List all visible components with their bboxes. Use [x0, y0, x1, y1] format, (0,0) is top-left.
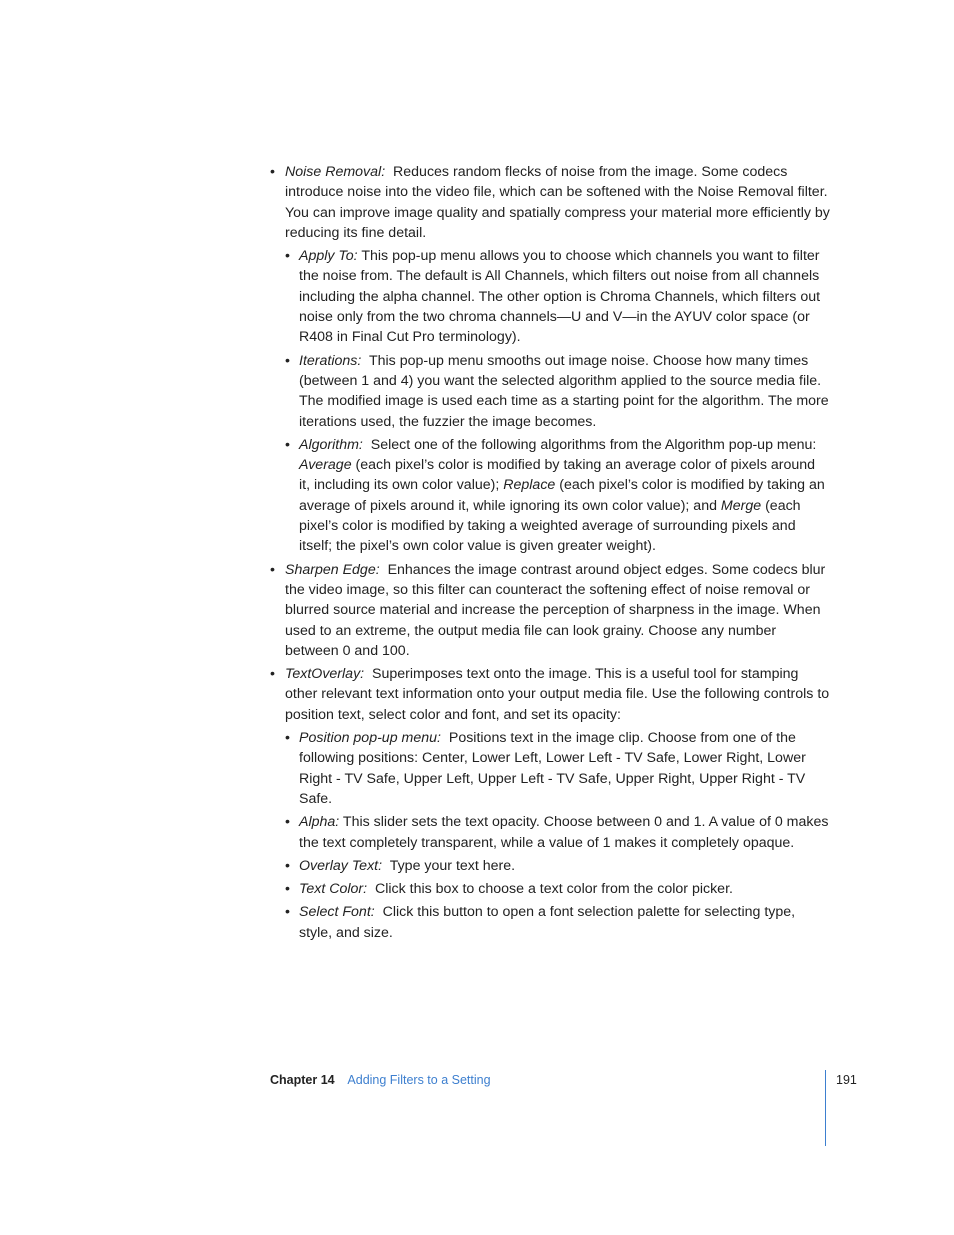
chapter-title-link[interactable]: Adding Filters to a Setting: [347, 1073, 491, 1087]
desc-position-menu: Positions text in the image clip. Choose from one of the following positions: Center, Lower Left, Lower Left - TV Safe, Lower Right, Lower Right - TV Safe, Upper Left, Upper Left - TV Safe, Upper Right, Upper Right - TV Safe.: [299, 730, 806, 807]
filter-list: [270, 162, 830, 943]
term-apply-to: Apply To:: [299, 248, 358, 265]
desc-algorithm-a: Select one of the following algorithms from the Algorithm pop-up menu:: [370, 436, 817, 453]
desc-algorithm-b: (each pixel’s color is modified by taking an average color of pixels around it, including its own color value);: [299, 457, 816, 494]
list-item-text-overlay: [270, 664, 830, 943]
list-item-iterations: [285, 351, 830, 432]
list-item-position-menu: [285, 728, 830, 809]
list-item-alpha: [285, 812, 830, 853]
bullet: •: [285, 436, 290, 453]
desc-noise-removal: Reduces random flecks of noise from the image. Some codecs introduce noise into the video file, which can be softened with the Noise Removal filter. You can improve image quality and spatially compress your material more efficiently by reducing its fine detail.: [285, 164, 830, 241]
term-iterations: Iterations:: [299, 352, 362, 369]
list-item-overlay-text: [285, 856, 830, 876]
bullet: •: [270, 666, 275, 683]
desc-overlay-text: Type your text here.: [389, 857, 516, 874]
term-noise-removal: Noise Removal:: [285, 164, 386, 180]
desc-text-color: Click this box to choose a text color from the color picker.: [374, 881, 733, 898]
bullet: •: [285, 881, 290, 898]
sublist-noise-removal: [285, 246, 830, 556]
desc-alpha: This slider sets the text opacity. Choose between 0 and 1. A value of 0 makes the text completely transparent, while a value of 1 makes it completely opaque.: [299, 814, 829, 851]
list-item-noise-removal: [270, 162, 830, 557]
footer-divider: [825, 1070, 826, 1146]
desc-text-overlay: Superimposes text onto the image. This is a useful tool for stamping other relevant text information onto your output media file. Use the following controls to position text, select color and font, and set its opacity:: [285, 666, 830, 723]
desc-apply-to: This pop-up menu allows you to choose which channels you want to filter the noise from. The default is All Channels, which filters out noise from all channels including the alpha channel. The other option is Chroma Channels, which filters out noise only from the two chroma channels—U and V—in the AYUV color space (or R408 in Final Cut Pro terminology).: [299, 248, 821, 346]
desc-algorithm-c: (each pixel’s color is modified by taking an average of pixels around it, while ignoring its own color value); and: [299, 477, 825, 514]
desc-iterations: This pop-up menu smooths out image noise. Choose how many times (between 1 and 4) you want the selected algorithm applied to the source media file. The modified image is used each time as a starting point for the algorithm. The more iterations used, the fuzzier the image becomes.: [299, 352, 829, 430]
bullet: •: [285, 352, 290, 369]
desc-algorithm-d: (each pixel’s color is modified by taking a weighted average of surrounding pixels and itself; the pixel’s own color value is given greater weight).: [299, 497, 801, 555]
term-sharpen-edge: Sharpen Edge:: [285, 561, 380, 578]
bullet: •: [285, 814, 290, 831]
bullet: •: [270, 561, 275, 578]
term-position-menu: Position pop-up menu:: [299, 730, 441, 747]
chapter-label: Chapter 14: [270, 1073, 335, 1087]
list-item-select-font: [285, 902, 830, 943]
desc-sharpen-edge: Enhances the image contrast around object edges. Some codecs blur the video image, so this filter can counteract the softening effect of noise removal or blurred source material and increase the perception of sharpness in the image. When used to an extreme, the output media file can look grainy. Choose any number between 0 and 100.: [285, 561, 826, 659]
list-item-sharpen-edge: [270, 560, 830, 661]
term-replace: Replace: [503, 477, 556, 494]
bullet: •: [285, 904, 290, 921]
term-overlay-text: Overlay Text:: [299, 857, 383, 874]
page-footer: [270, 1072, 491, 1088]
term-select-font: Select Font:: [299, 904, 375, 921]
sublist-text-overlay: [285, 728, 830, 943]
term-algorithm: Algorithm:: [299, 436, 363, 453]
page-body: [270, 162, 830, 946]
term-alpha: Alpha:: [299, 814, 340, 831]
list-item-apply-to: [285, 246, 830, 347]
bullet: •: [285, 248, 290, 265]
bullet: •: [285, 730, 290, 747]
term-average: Average: [299, 457, 352, 474]
bullet: •: [285, 857, 290, 874]
desc-select-font: Click this button to open a font selection palette for selecting type, style, and size.: [299, 904, 796, 941]
bullet: •: [270, 164, 275, 180]
list-item-algorithm: [285, 435, 830, 557]
term-text-overlay: TextOverlay:: [285, 666, 365, 683]
page-number: 191: [836, 1073, 857, 1087]
term-merge: Merge: [720, 497, 762, 514]
list-item-text-color: [285, 879, 830, 899]
term-text-color: Text Color:: [299, 881, 368, 898]
